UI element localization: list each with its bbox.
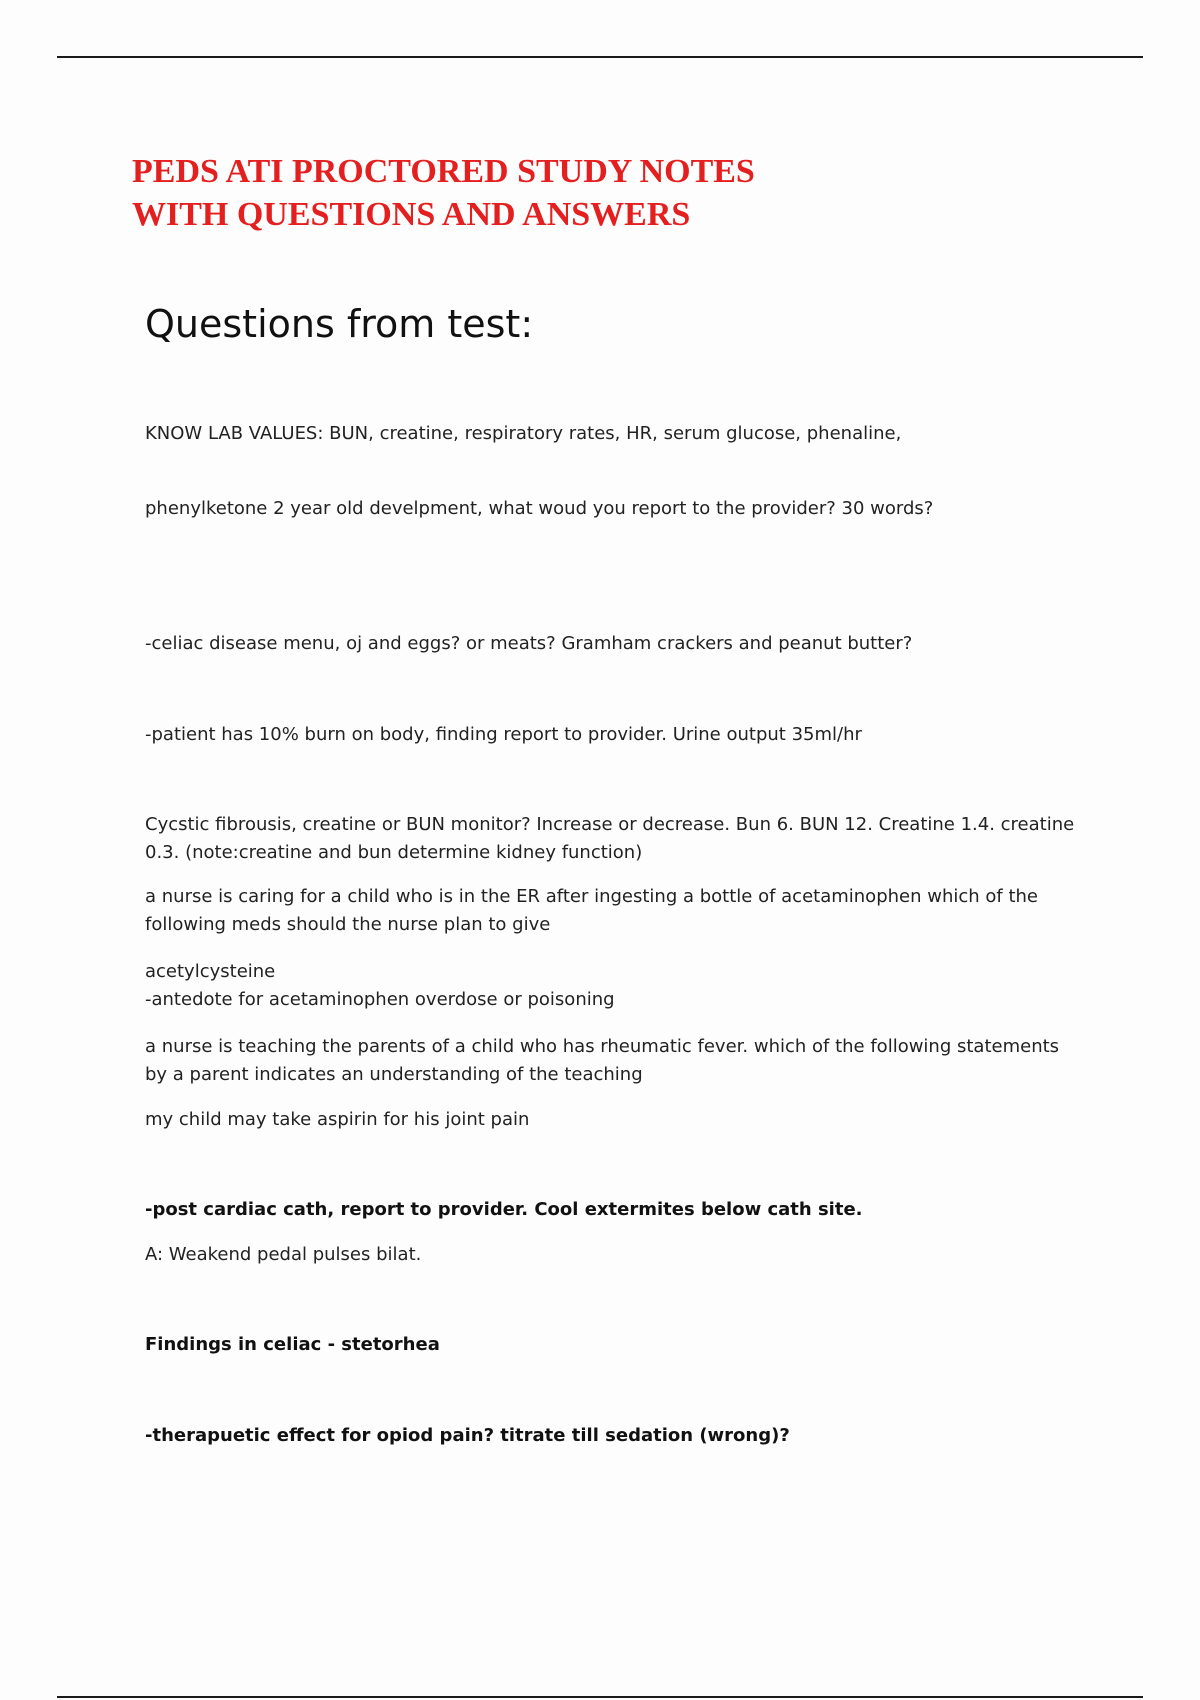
cystic-fibrosis-line-1: Cycstic fibrousis, creatine or BUN monitor? Increase or decrease. Bun 6. BUN 12. Creatine 1.4. creatine	[145, 814, 1075, 835]
lab-values-paragraph: KNOW LAB VALUES: BUN, creatine, respiratory rates, HR, serum glucose, phenaline,	[145, 423, 902, 444]
title-line-1: PEDS ATI PROCTORED STUDY NOTES	[132, 153, 755, 190]
acetaminophen-question-line-1: a nurse is caring for a child who is in the ER after ingesting a bottle of acetaminophen which of the	[145, 886, 1038, 907]
section-heading: Questions from test:	[145, 302, 534, 346]
celiac-menu-paragraph: -celiac disease menu, oj and eggs? or meats? Gramham crackers and peanut butter?	[145, 633, 913, 654]
burn-paragraph: -patient has 10% burn on body, finding report to provider. Urine output 35ml/hr	[145, 724, 862, 745]
rheumatic-fever-answer: my child may take aspirin for his joint pain	[145, 1109, 530, 1130]
rheumatic-fever-question-line-1: a nurse is teaching the parents of a child who has rheumatic fever. which of the following statements	[145, 1036, 1060, 1057]
acetaminophen-answer-line-2: -antedote for acetaminophen overdose or poisoning	[145, 989, 615, 1010]
acetaminophen-answer-line-1: acetylcysteine	[145, 961, 276, 982]
rheumatic-fever-question	[145, 1033, 1085, 1089]
phenylketone-paragraph: phenylketone 2 year old develpment, what woud you report to the provider? 30 words?	[145, 498, 934, 519]
document-title	[132, 150, 1032, 236]
footer-rule	[57, 1696, 1143, 1698]
rheumatic-fever-question-line-2: by a parent indicates an understanding of the teaching	[145, 1064, 643, 1085]
acetaminophen-question-line-2: following meds should the nurse plan to give	[145, 914, 551, 935]
cystic-fibrosis-paragraph	[145, 811, 1105, 867]
celiac-findings-paragraph: Findings in celiac - stetorhea	[145, 1334, 440, 1355]
header-rule	[57, 56, 1143, 58]
opioid-paragraph: -therapuetic effect for opiod pain? titrate till sedation (wrong)?	[145, 1425, 790, 1446]
cardiac-cath-answer: A: Weakend pedal pulses bilat.	[145, 1244, 422, 1265]
cystic-fibrosis-line-2: 0.3. (note:creatine and bun determine kidney function)	[145, 842, 643, 863]
title-line-2: WITH QUESTIONS AND ANSWERS	[132, 196, 691, 233]
acetaminophen-answer	[145, 958, 1085, 1014]
acetaminophen-question	[145, 883, 1085, 939]
cardiac-cath-question: -post cardiac cath, report to provider. Cool extermites below cath site.	[145, 1199, 863, 1220]
